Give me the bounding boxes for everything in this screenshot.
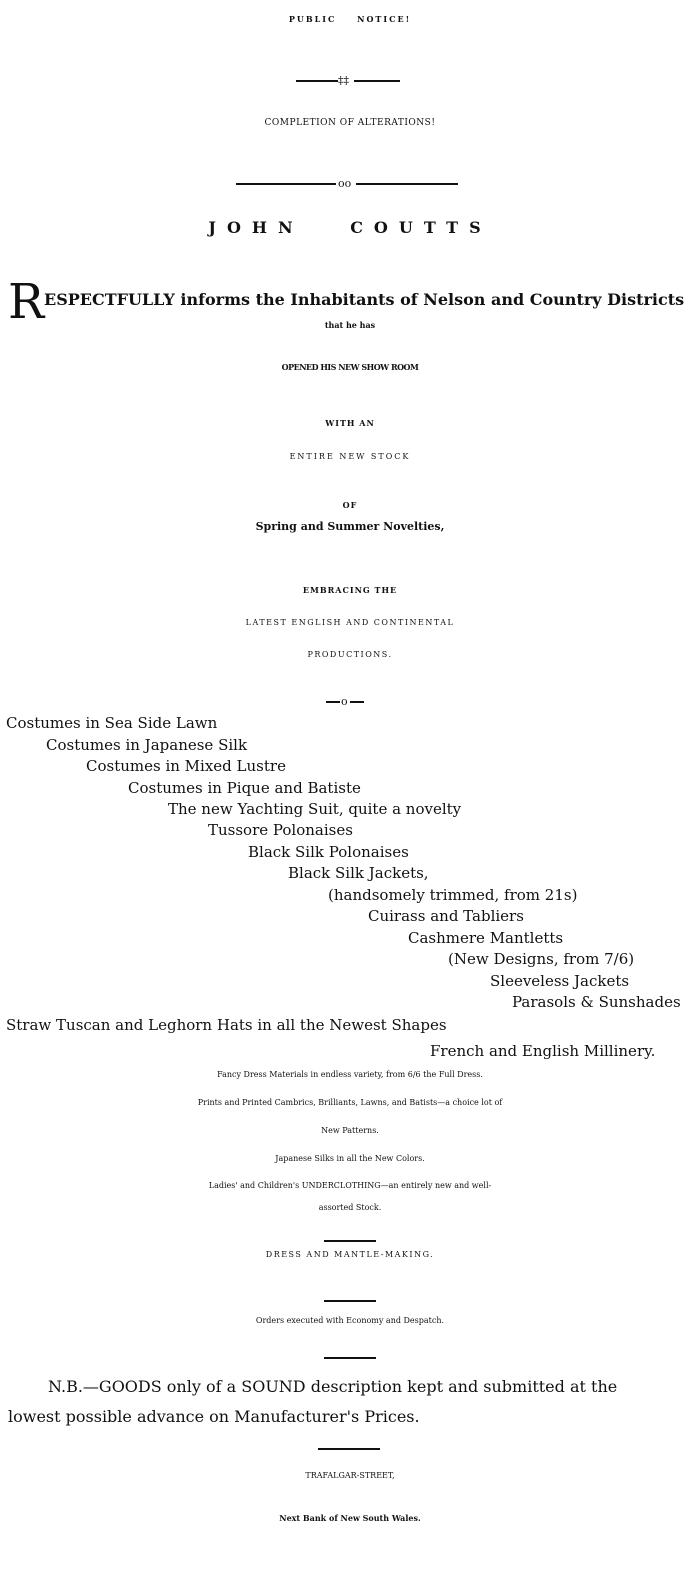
opened-showroom-heading: OPENED HIS NEW SHOW ROOM <box>281 362 419 372</box>
list-item: (handsomely trimmed, from 21s) <box>328 886 578 904</box>
dress-mantle-heading: DRESS AND MANTLE-MAKING. <box>265 1250 435 1259</box>
divider-left <box>296 80 338 82</box>
list-item: Cuirass and Tabliers <box>368 907 524 925</box>
location-line: Next Bank of New South Wales. <box>279 1513 421 1523</box>
embracing-label: EMBRACING THE <box>302 585 398 595</box>
divider <box>324 1240 376 1242</box>
entire-stock-heading: ENTIRE NEW STOCK <box>289 452 411 461</box>
divider <box>324 1357 376 1359</box>
public-notice-heading: PUBLIC NOTICE! <box>288 14 412 24</box>
underclothing-line-1: Ladies' and Children's UNDERCLOTHING—an entirely new and well- <box>208 1181 492 1190</box>
list-item: Costumes in Sea Side Lawn <box>6 714 218 732</box>
prints-line-1: Prints and Printed Cambrics, Brilliants, Lawns, and Batists—a choice lot of <box>197 1098 503 1107</box>
list-item: Costumes in Pique and Batiste <box>128 779 361 797</box>
list-item: The new Yachting Suit, quite a novelty <box>168 800 462 818</box>
with-an-label: WITH AN <box>325 418 375 428</box>
ornament-oo: oo <box>338 177 352 190</box>
hats-line: Straw Tuscan and Leghorn Hats in all the Newest Shapes <box>6 1016 447 1034</box>
list-item: Sleeveless Jackets <box>490 972 630 990</box>
intro-line-2: that he has <box>324 320 376 330</box>
spring-summer-heading: Spring and Summer Novelties, <box>255 520 445 533</box>
orders-line: Orders executed with Economy and Despatch. <box>255 1316 445 1325</box>
divider-right <box>356 183 458 185</box>
list-item: Parasols & Sunshades <box>512 993 681 1011</box>
list-item: Costumes in Mixed Lustre <box>86 757 286 775</box>
completion-heading: COMPLETION OF ALTERATIONS! <box>264 118 436 128</box>
prints-line-2: New Patterns. <box>321 1126 379 1135</box>
nota-bene-line-1: N.B.—GOODS only of a SOUND description kept and submitted at the <box>48 1377 618 1396</box>
japanese-silks-line: Japanese Silks in all the New Colors. <box>275 1154 425 1163</box>
merchant-name: JOHN COUTTS <box>208 218 492 237</box>
list-item: Cashmere Mantletts <box>408 929 564 947</box>
intro-line-1: ESPECTFULLY informs the Inhabitants of Nelson and Country Districts <box>44 290 685 309</box>
ornament-o: o <box>341 695 348 708</box>
street-address: TRAFALGAR-STREET, <box>305 1471 395 1480</box>
underclothing-line-2: assorted Stock. <box>318 1203 382 1212</box>
ornament-dagger: ‡‡ <box>338 74 349 87</box>
divider-right <box>350 701 364 703</box>
of-label: OF <box>342 500 358 510</box>
fancy-dress-line: Fancy Dress Materials in endless variety, from 6/6 the Full Dress. <box>217 1070 483 1079</box>
latest-productions-line-1: LATEST ENGLISH AND CONTINENTAL <box>245 618 455 627</box>
nota-bene-line-2: lowest possible advance on Manufacturer's Prices. <box>8 1407 420 1426</box>
list-item: Black Silk Jackets, <box>288 864 429 882</box>
divider <box>324 1300 376 1302</box>
divider-right <box>354 80 400 82</box>
list-item: Tussore Polonaises <box>208 821 353 839</box>
divider-left <box>236 183 336 185</box>
latest-productions-line-2: PRODUCTIONS. <box>307 650 393 659</box>
list-item: Costumes in Japanese Silk <box>46 736 248 754</box>
drop-cap: R <box>8 274 45 330</box>
list-item: Black Silk Polonaises <box>248 843 409 861</box>
millinery-line: French and English Millinery. <box>430 1042 656 1060</box>
list-item: (New Designs, from 7/6) <box>448 950 635 968</box>
divider <box>318 1448 380 1450</box>
divider-left <box>326 701 340 703</box>
